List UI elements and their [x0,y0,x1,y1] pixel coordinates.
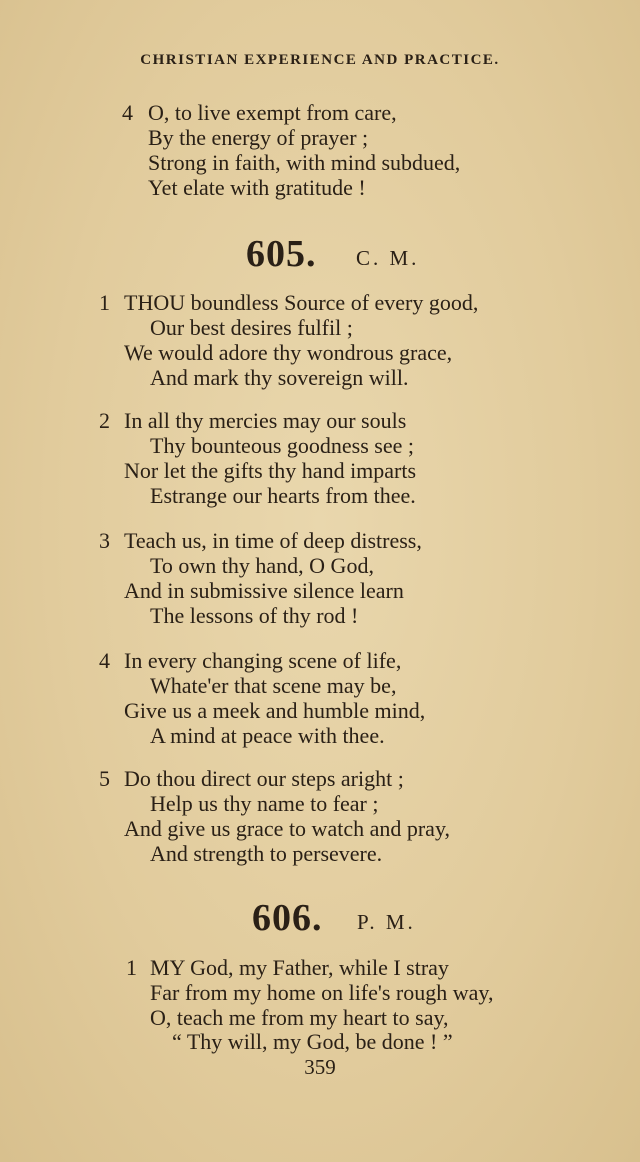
stanza-line: By the energy of prayer ; [148,125,369,150]
stanza-line: In every changing scene of life, [124,648,402,673]
stanza-number: 4 [122,100,133,125]
stanza-line: We would adore thy wondrous grace, [124,340,453,365]
stanza-line: Estrange our hearts from thee. [150,483,416,508]
stanza-line: O, teach me from my heart to say, [150,1005,449,1030]
stanza-line: And give us grace to watch and pray, [124,816,451,841]
stanza-line: Strong in faith, with mind subdued, [148,150,461,175]
stanza-line: And strength to persevere. [150,841,383,866]
stanza-line: Whate'er that scene may be, [150,673,397,698]
hymn-number: 605. [246,233,317,275]
stanza-number: 1 [99,290,110,315]
hymn-meter: C. M. [356,246,420,270]
stanza-line: Help us thy name to fear ; [150,791,379,816]
running-header: CHRISTIAN EXPERIENCE AND PRACTICE. [140,52,500,68]
stanza-line: Thy bounteous goodness see ; [150,433,414,458]
hymn-number: 606. [252,897,323,939]
stanza-line: MY God, my Father, while I stray [150,955,449,980]
stanza-line: THOU boundless Source of every good, [124,290,479,315]
stanza-line: To own thy hand, O God, [150,553,374,578]
stanza-line: And mark thy sovereign will. [150,365,409,390]
stanza-number: 5 [99,766,110,791]
stanza-line: Teach us, in time of deep distress, [124,528,422,553]
stanza-line: Our best desires fulfil ; [150,315,353,340]
stanza-number: 4 [99,648,110,673]
page-number: 359 [304,1055,336,1079]
stanza-number: 1 [126,955,137,980]
stanza-line: A mind at peace with thee. [150,723,385,748]
stanza-line: Far from my home on life's rough way, [150,980,494,1005]
stanza-line: O, to live exempt from care, [148,100,397,125]
stanza-line: And in submissive silence learn [124,578,404,603]
stanza-line: Do thou direct our steps aright ; [124,766,404,791]
stanza-line: Yet elate with gratitude ! [148,175,366,200]
stanza-number: 3 [99,528,110,553]
stanza-line: “ Thy will, my God, be done ! ” [172,1029,453,1054]
stanza-line: Give us a meek and humble mind, [124,698,426,723]
stanza-line: Nor let the gifts thy hand imparts [124,458,417,483]
stanza-number: 2 [99,408,110,433]
stanza-line: The lessons of thy rod ! [150,603,359,628]
stanza-line: In all thy mercies may our souls [124,408,407,433]
hymn-meter: P. M. [357,910,416,934]
